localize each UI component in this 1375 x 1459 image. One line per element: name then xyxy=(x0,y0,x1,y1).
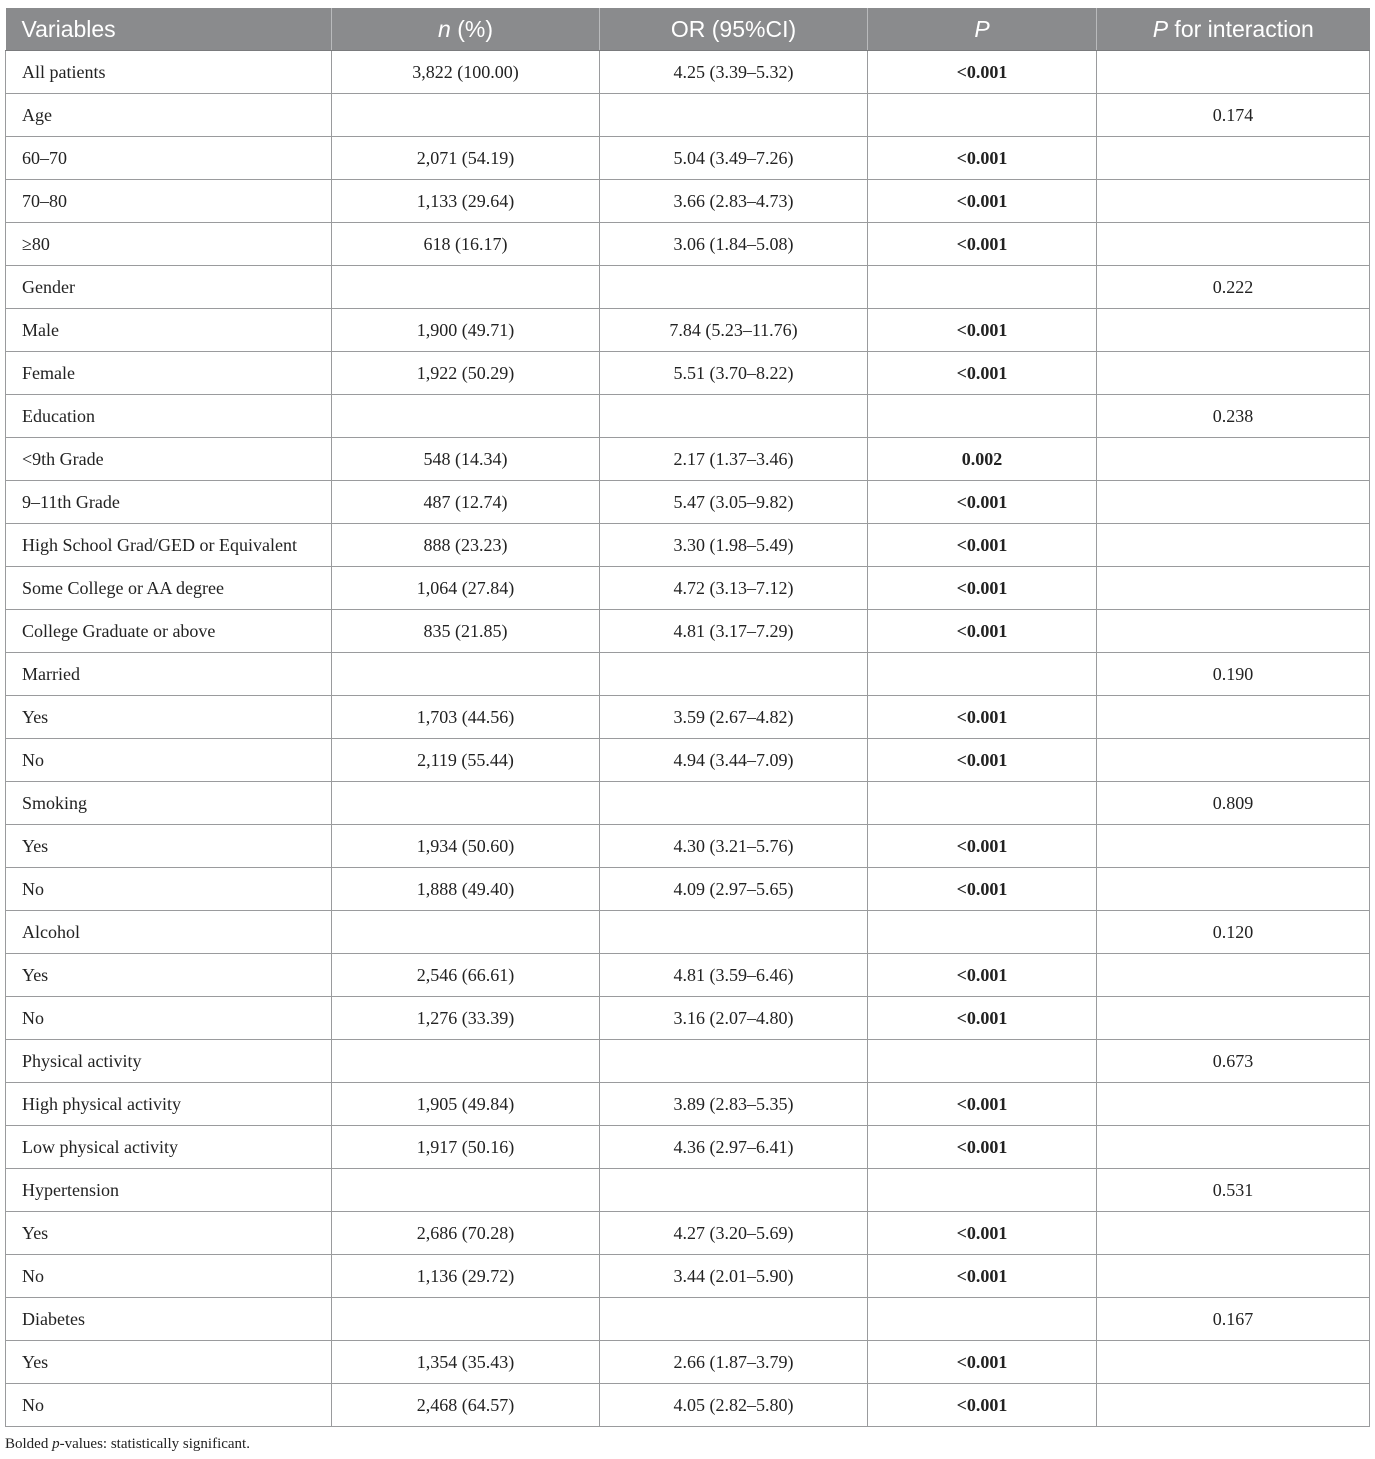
cell-p-interaction xyxy=(1097,481,1370,524)
cell-odds-ratio: 3.66 (2.83–4.73) xyxy=(600,180,868,223)
cell-variable: Alcohol xyxy=(6,911,332,954)
cell-variable: 60–70 xyxy=(6,137,332,180)
cell-n-percent xyxy=(332,266,600,309)
table-row xyxy=(6,1040,1370,1083)
cell-n-percent: 1,276 (33.39) xyxy=(332,997,600,1040)
header-p-value: P xyxy=(868,8,1097,51)
cell-odds-ratio: 3.30 (1.98–5.49) xyxy=(600,524,868,567)
cell-p-value: <0.001 xyxy=(868,1083,1097,1126)
cell-variable: Diabetes xyxy=(6,1298,332,1341)
cell-variable: Female xyxy=(6,352,332,395)
header-row xyxy=(6,8,1370,51)
cell-odds-ratio xyxy=(600,653,868,696)
cell-p-value xyxy=(868,266,1097,309)
table-row xyxy=(6,739,1370,782)
cell-odds-ratio: 4.25 (3.39–5.32) xyxy=(600,51,868,94)
table-row xyxy=(6,266,1370,309)
subgroup-analysis-table xyxy=(5,8,1370,1427)
cell-p-value xyxy=(868,94,1097,137)
cell-n-percent: 2,468 (64.57) xyxy=(332,1384,600,1427)
cell-odds-ratio: 4.05 (2.82–5.80) xyxy=(600,1384,868,1427)
table-header xyxy=(6,8,1370,51)
cell-variable: Smoking xyxy=(6,782,332,825)
header-odds-ratio: OR (95%CI) xyxy=(600,8,868,51)
table-row xyxy=(6,911,1370,954)
table-row xyxy=(6,567,1370,610)
table-row xyxy=(6,180,1370,223)
cell-p-interaction xyxy=(1097,825,1370,868)
cell-p-value xyxy=(868,395,1097,438)
cell-n-percent: 487 (12.74) xyxy=(332,481,600,524)
cell-p-value xyxy=(868,1169,1097,1212)
cell-n-percent: 2,546 (66.61) xyxy=(332,954,600,997)
cell-n-percent: 1,703 (44.56) xyxy=(332,696,600,739)
cell-n-percent: 1,133 (29.64) xyxy=(332,180,600,223)
cell-n-percent: 2,119 (55.44) xyxy=(332,739,600,782)
table-row xyxy=(6,782,1370,825)
cell-odds-ratio: 5.51 (3.70–8.22) xyxy=(600,352,868,395)
cell-p-interaction: 0.167 xyxy=(1097,1298,1370,1341)
cell-odds-ratio: 4.72 (3.13–7.12) xyxy=(600,567,868,610)
cell-n-percent: 835 (21.85) xyxy=(332,610,600,653)
table-row xyxy=(6,997,1370,1040)
cell-n-percent: 2,686 (70.28) xyxy=(332,1212,600,1255)
cell-p-value: <0.001 xyxy=(868,1341,1097,1384)
table-row xyxy=(6,481,1370,524)
cell-n-percent: 888 (23.23) xyxy=(332,524,600,567)
cell-odds-ratio xyxy=(600,266,868,309)
table-row xyxy=(6,1083,1370,1126)
table-footnote: Bolded p-values: statistically significant. xyxy=(5,1436,250,1452)
cell-variable: Yes xyxy=(6,1212,332,1255)
cell-variable: Physical activity xyxy=(6,1040,332,1083)
cell-n-percent xyxy=(332,782,600,825)
cell-n-percent: 2,071 (54.19) xyxy=(332,137,600,180)
cell-p-value: <0.001 xyxy=(868,481,1097,524)
cell-n-percent: 1,064 (27.84) xyxy=(332,567,600,610)
cell-p-interaction xyxy=(1097,1126,1370,1169)
table-row xyxy=(6,954,1370,997)
cell-n-percent: 1,900 (49.71) xyxy=(332,309,600,352)
cell-variable: No xyxy=(6,1255,332,1298)
cell-odds-ratio: 4.27 (3.20–5.69) xyxy=(600,1212,868,1255)
cell-odds-ratio: 5.47 (3.05–9.82) xyxy=(600,481,868,524)
cell-odds-ratio: 4.94 (3.44–7.09) xyxy=(600,739,868,782)
cell-p-interaction xyxy=(1097,696,1370,739)
table-row xyxy=(6,51,1370,94)
cell-n-percent xyxy=(332,94,600,137)
cell-n-percent: 618 (16.17) xyxy=(332,223,600,266)
cell-variable: High physical activity xyxy=(6,1083,332,1126)
table-row xyxy=(6,653,1370,696)
cell-p-interaction: 0.190 xyxy=(1097,653,1370,696)
table-row xyxy=(6,1341,1370,1384)
cell-odds-ratio: 3.06 (1.84–5.08) xyxy=(600,223,868,266)
cell-variable: Married xyxy=(6,653,332,696)
cell-p-value xyxy=(868,911,1097,954)
cell-odds-ratio xyxy=(600,911,868,954)
cell-odds-ratio: 5.04 (3.49–7.26) xyxy=(600,137,868,180)
cell-variable: 70–80 xyxy=(6,180,332,223)
cell-odds-ratio: 3.44 (2.01–5.90) xyxy=(600,1255,868,1298)
cell-p-value: <0.001 xyxy=(868,51,1097,94)
cell-odds-ratio: 3.16 (2.07–4.80) xyxy=(600,997,868,1040)
cell-variable: Age xyxy=(6,94,332,137)
cell-n-percent xyxy=(332,911,600,954)
cell-p-value: <0.001 xyxy=(868,696,1097,739)
cell-p-value xyxy=(868,1298,1097,1341)
header-p-interaction: P for interaction xyxy=(1097,8,1370,51)
cell-n-percent: 3,822 (100.00) xyxy=(332,51,600,94)
cell-variable: All patients xyxy=(6,51,332,94)
cell-n-percent: 1,934 (50.60) xyxy=(332,825,600,868)
table-row xyxy=(6,1255,1370,1298)
cell-odds-ratio: 4.36 (2.97–6.41) xyxy=(600,1126,868,1169)
cell-n-percent: 1,354 (35.43) xyxy=(332,1341,600,1384)
cell-odds-ratio: 2.17 (1.37–3.46) xyxy=(600,438,868,481)
cell-variable: Gender xyxy=(6,266,332,309)
cell-odds-ratio: 7.84 (5.23–11.76) xyxy=(600,309,868,352)
table-row xyxy=(6,438,1370,481)
cell-variable: Low physical activity xyxy=(6,1126,332,1169)
cell-n-percent: 1,888 (49.40) xyxy=(332,868,600,911)
cell-p-interaction xyxy=(1097,524,1370,567)
cell-variable: Some College or AA degree xyxy=(6,567,332,610)
cell-n-percent: 1,917 (50.16) xyxy=(332,1126,600,1169)
cell-p-value xyxy=(868,782,1097,825)
cell-p-interaction xyxy=(1097,567,1370,610)
cell-variable: Yes xyxy=(6,954,332,997)
cell-p-value: <0.001 xyxy=(868,739,1097,782)
cell-n-percent: 548 (14.34) xyxy=(332,438,600,481)
cell-n-percent xyxy=(332,653,600,696)
cell-p-interaction xyxy=(1097,51,1370,94)
cell-odds-ratio: 3.59 (2.67–4.82) xyxy=(600,696,868,739)
cell-p-value xyxy=(868,1040,1097,1083)
table-row xyxy=(6,223,1370,266)
cell-p-value: <0.001 xyxy=(868,137,1097,180)
cell-p-value: <0.001 xyxy=(868,1126,1097,1169)
cell-odds-ratio xyxy=(600,1169,868,1212)
cell-p-interaction xyxy=(1097,1384,1370,1427)
cell-n-percent: 1,136 (29.72) xyxy=(332,1255,600,1298)
cell-p-value: <0.001 xyxy=(868,610,1097,653)
table-row xyxy=(6,524,1370,567)
cell-p-interaction xyxy=(1097,739,1370,782)
table-row xyxy=(6,1126,1370,1169)
cell-p-value xyxy=(868,653,1097,696)
cell-variable: No xyxy=(6,1384,332,1427)
cell-odds-ratio xyxy=(600,1040,868,1083)
cell-p-interaction xyxy=(1097,1341,1370,1384)
table-row xyxy=(6,696,1370,739)
cell-p-value: <0.001 xyxy=(868,825,1097,868)
cell-variable: ≥80 xyxy=(6,223,332,266)
cell-variable: No xyxy=(6,997,332,1040)
cell-p-interaction: 0.531 xyxy=(1097,1169,1370,1212)
cell-p-interaction xyxy=(1097,309,1370,352)
cell-p-value: <0.001 xyxy=(868,567,1097,610)
cell-p-value: <0.001 xyxy=(868,868,1097,911)
cell-p-interaction xyxy=(1097,1255,1370,1298)
cell-odds-ratio xyxy=(600,94,868,137)
table-row xyxy=(6,610,1370,653)
cell-n-percent: 1,905 (49.84) xyxy=(332,1083,600,1126)
cell-n-percent xyxy=(332,1040,600,1083)
cell-p-value: <0.001 xyxy=(868,524,1097,567)
cell-n-percent: 1,922 (50.29) xyxy=(332,352,600,395)
cell-odds-ratio: 4.30 (3.21–5.76) xyxy=(600,825,868,868)
cell-variable: Yes xyxy=(6,1341,332,1384)
cell-p-interaction: 0.673 xyxy=(1097,1040,1370,1083)
cell-odds-ratio: 3.89 (2.83–5.35) xyxy=(600,1083,868,1126)
cell-p-interaction xyxy=(1097,997,1370,1040)
cell-p-interaction xyxy=(1097,954,1370,997)
cell-variable: High School Grad/GED or Equivalent xyxy=(6,524,332,567)
table-row xyxy=(6,94,1370,137)
table-row xyxy=(6,352,1370,395)
cell-p-interaction xyxy=(1097,352,1370,395)
cell-variable: College Graduate or above xyxy=(6,610,332,653)
cell-p-interaction: 0.809 xyxy=(1097,782,1370,825)
cell-p-value: <0.001 xyxy=(868,309,1097,352)
cell-p-interaction xyxy=(1097,1212,1370,1255)
cell-p-value: <0.001 xyxy=(868,1255,1097,1298)
cell-p-interaction xyxy=(1097,610,1370,653)
cell-p-interaction: 0.120 xyxy=(1097,911,1370,954)
cell-variable: <9th Grade xyxy=(6,438,332,481)
cell-variable: Hypertension xyxy=(6,1169,332,1212)
header-n-percent: n (%) xyxy=(332,8,600,51)
cell-odds-ratio: 2.66 (1.87–3.79) xyxy=(600,1341,868,1384)
table-row xyxy=(6,868,1370,911)
cell-p-value: <0.001 xyxy=(868,352,1097,395)
cell-n-percent xyxy=(332,1298,600,1341)
table-row xyxy=(6,1298,1370,1341)
cell-p-interaction xyxy=(1097,223,1370,266)
table-row xyxy=(6,137,1370,180)
cell-odds-ratio xyxy=(600,1298,868,1341)
cell-p-value: <0.001 xyxy=(868,997,1097,1040)
cell-p-value: <0.001 xyxy=(868,1212,1097,1255)
cell-odds-ratio xyxy=(600,395,868,438)
cell-odds-ratio: 4.09 (2.97–5.65) xyxy=(600,868,868,911)
cell-n-percent xyxy=(332,395,600,438)
cell-variable: Education xyxy=(6,395,332,438)
cell-variable: Yes xyxy=(6,696,332,739)
cell-p-interaction xyxy=(1097,1083,1370,1126)
cell-variable: 9–11th Grade xyxy=(6,481,332,524)
table-row xyxy=(6,395,1370,438)
cell-odds-ratio xyxy=(600,782,868,825)
cell-n-percent xyxy=(332,1169,600,1212)
table-row xyxy=(6,1384,1370,1427)
cell-p-interaction xyxy=(1097,868,1370,911)
cell-variable: No xyxy=(6,739,332,782)
cell-variable: No xyxy=(6,868,332,911)
cell-odds-ratio: 4.81 (3.17–7.29) xyxy=(600,610,868,653)
cell-p-value: <0.001 xyxy=(868,223,1097,266)
table-body xyxy=(6,51,1370,1427)
cell-p-value: <0.001 xyxy=(868,1384,1097,1427)
table-row xyxy=(6,825,1370,868)
cell-odds-ratio: 4.81 (3.59–6.46) xyxy=(600,954,868,997)
cell-p-interaction: 0.238 xyxy=(1097,395,1370,438)
cell-p-value: <0.001 xyxy=(868,180,1097,223)
table-row xyxy=(6,1169,1370,1212)
header-variables: Variables xyxy=(6,8,332,51)
cell-p-interaction xyxy=(1097,137,1370,180)
cell-p-interaction: 0.222 xyxy=(1097,266,1370,309)
cell-variable: Yes xyxy=(6,825,332,868)
table-row xyxy=(6,309,1370,352)
cell-p-interaction xyxy=(1097,438,1370,481)
subgroup-table-container xyxy=(5,8,1369,1427)
cell-p-interaction xyxy=(1097,180,1370,223)
cell-p-value: <0.001 xyxy=(868,954,1097,997)
cell-p-value: 0.002 xyxy=(868,438,1097,481)
cell-variable: Male xyxy=(6,309,332,352)
table-row xyxy=(6,1212,1370,1255)
cell-p-interaction: 0.174 xyxy=(1097,94,1370,137)
